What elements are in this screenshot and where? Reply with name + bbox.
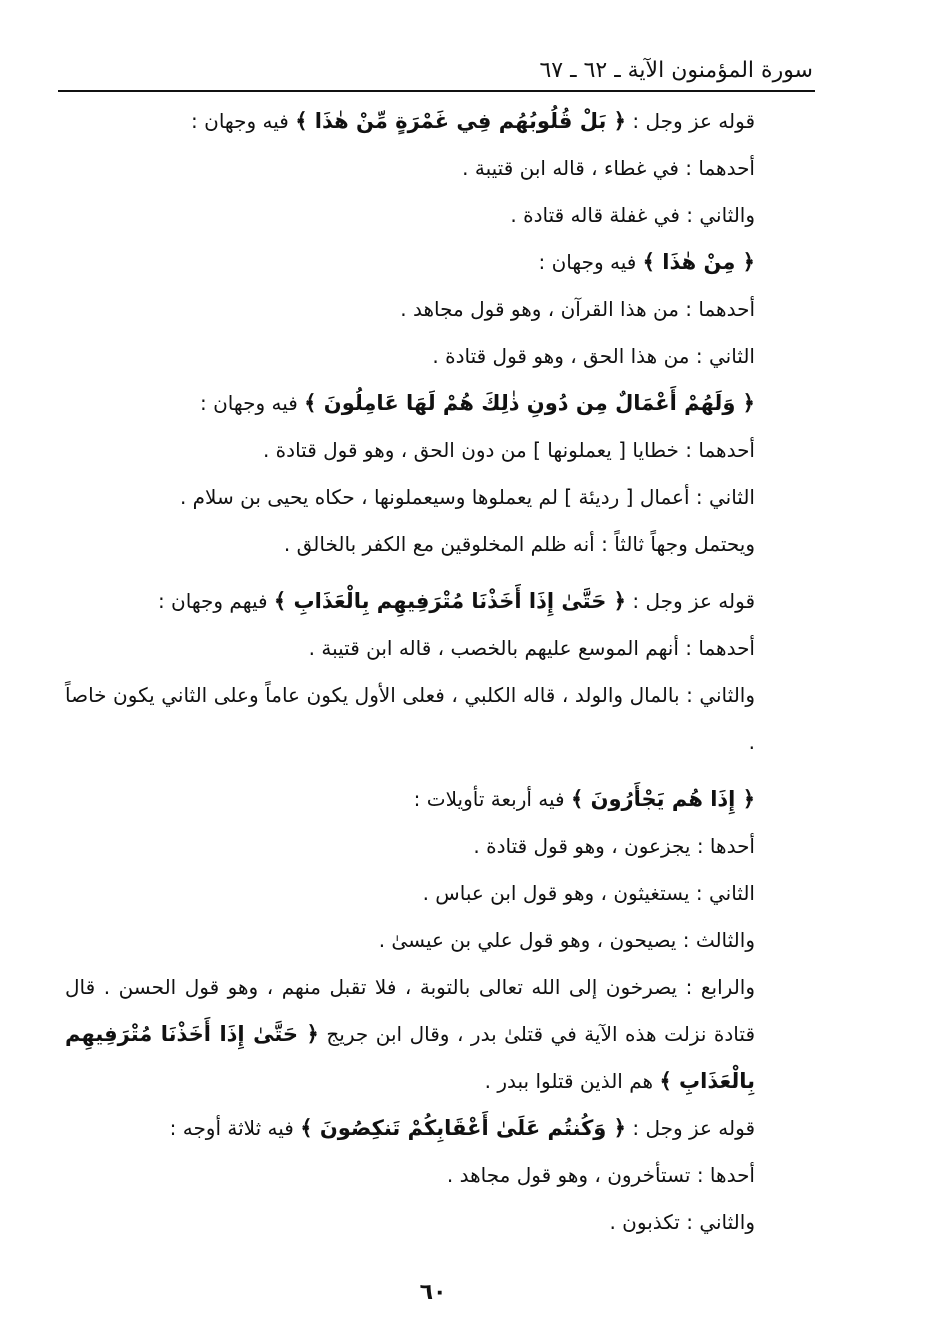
paragraph: ﴿ إِذَا هُم يَجْأَرُونَ ﴾ فيه أربعة تأويلات : <box>413 787 755 811</box>
paragraph: قوله عز وجل : ﴿ بَلْ قُلُوبُهُم فِي غَمْرَةٍ مِّنْ هٰذَا ﴾ فيه وجهان : <box>191 109 755 133</box>
paragraph: أحدهما : أنهم الموسع عليهم بالخصب ، قاله ابن قتيبة . <box>308 636 755 660</box>
page-number: ٦٠ <box>419 1280 447 1305</box>
paragraph: أحدهما : في غطاء ، قاله ابن قتيبة . <box>462 156 755 180</box>
quran-quote: ﴿ حَتَّىٰ إِذَا أَخَذْنَا مُتْرَفِيهِم بِالْعَذَابِ ﴾ <box>273 589 626 613</box>
quran-quote: ﴿ وَلَهُمْ أَعْمَالٌ مِن دُونِ ذٰلِكَ هُمْ لَهَا عَامِلُونَ ﴾ <box>304 391 755 415</box>
paragraph: أحدها : تستأخرون ، وهو قول مجاهد . <box>446 1163 755 1187</box>
paragraph: ويحتمل وجهاً ثالثاً : أنه ظلم المخلوقين مع الكفر بالخالق . <box>283 532 755 556</box>
paragraph: قوله عز وجل : ﴿ وَكُنتُم عَلَىٰ أَعْقَابِكُمْ تَنكِصُونَ ﴾ فيه ثلاثة أوجه : <box>169 1116 755 1140</box>
paragraph: الثاني : أعمال [ رديئة ] لم يعملوها وسيعملونها ، حكاه يحيى بن سلام . <box>179 485 755 509</box>
quran-quote: ﴿ حَتَّىٰ إِذَا أَخَذْنَا مُتْرَفِيهِم بِالْعَذَابِ ﴾ <box>65 1022 755 1093</box>
paragraph: والثالث : يصيحون ، وهو قول علي بن عيسىٰ . <box>378 928 755 952</box>
quran-quote: ﴿ بَلْ قُلُوبُهُم فِي غَمْرَةٍ مِّنْ هٰذَا ﴾ <box>295 109 626 133</box>
paragraph: أحدهما : خطايا [ يعملونها ] من دون الحق ، وهو قول قتادة . <box>262 438 755 462</box>
header-divider <box>58 90 815 92</box>
paragraph: والثاني : تكذبون . <box>609 1210 755 1234</box>
quran-quote: ﴿ إِذَا هُم يَجْأَرُونَ ﴾ <box>570 787 755 811</box>
paragraph: والثاني : في غفلة قاله قتادة . <box>510 203 755 227</box>
quran-quote: ﴿ وَكُنتُم عَلَىٰ أَعْقَابِكُمْ تَنكِصُونَ ﴾ <box>300 1116 626 1140</box>
quran-quote: ﴿ مِنْ هٰذَا ﴾ <box>642 250 755 274</box>
paragraph: الثاني : يستغيثون ، وهو قول ابن عباس . <box>422 881 755 905</box>
paragraph: ﴿ مِنْ هٰذَا ﴾ فيه وجهان : <box>538 250 755 274</box>
page-body <box>65 98 755 1246</box>
paragraph: والرابع : يصرخون إلى الله تعالى بالتوبة ، فلا تقبل منهم ، وهو قول الحسن . قال قتادة نزلت هذه الآية في قتلىٰ بدر ، وقال ابن جريج ﴿ حَتَّىٰ إِذَا أَخَذْنَا مُتْرَفِيهِم بِالْعَذَابِ ﴾ هم الذين قتلوا ببدر . <box>65 975 756 1093</box>
paragraph: أحدهما : من هذا القرآن ، وهو قول مجاهد . <box>400 297 755 321</box>
paragraph: والثاني : بالمال والولد ، قاله الكلبي ، فعلى الأول يكون عاماً وعلى الثاني يكون خاصاً . <box>65 683 755 754</box>
paragraph: ﴿ وَلَهُمْ أَعْمَالٌ مِن دُونِ ذٰلِكَ هُمْ لَهَا عَامِلُونَ ﴾ فيه وجهان : <box>200 391 755 415</box>
paragraph: قوله عز وجل : ﴿ حَتَّىٰ إِذَا أَخَذْنَا مُتْرَفِيهِم بِالْعَذَابِ ﴾ فيهم وجهان : <box>157 589 755 613</box>
paragraph: الثاني : من هذا الحق ، وهو قول قتادة . <box>432 344 755 368</box>
paragraph: أحدها : يجزعون ، وهو قول قتادة . <box>473 834 755 858</box>
running-header: سورة المؤمنون الآية ـ ٦٢ ـ ٦٧ <box>539 58 813 83</box>
